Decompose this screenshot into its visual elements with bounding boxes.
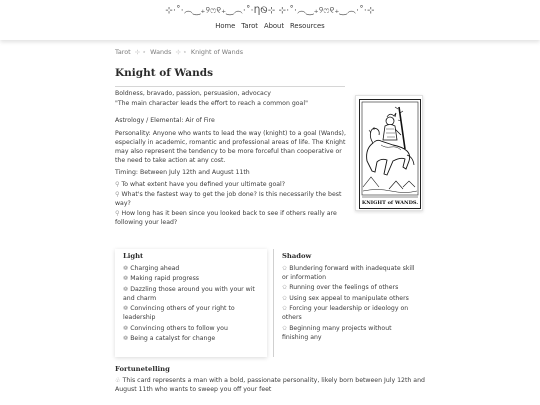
site-title: ⊹·˚‧︵‿₊୨ෆ୧₊‿︵‧˚·ȠᏫ⊹ ⊹·˚‧︵‿₊୨ෆ୧₊‿︵‧˚·⊹: [165, 6, 375, 16]
list-item: [123, 335, 259, 344]
page-title: Knight of Wands: [115, 66, 345, 86]
list-item-text: Charging ahead: [130, 264, 180, 272]
list-item-text: Beginning many projects without finishing any: [282, 324, 392, 341]
card-caption: KNIGHT of WANDS.: [361, 200, 419, 206]
knight-of-wands-illustration: [359, 99, 421, 209]
clover-icon: ♧: [115, 376, 121, 384]
fortunetelling-heading: Fortunetelling: [115, 365, 170, 373]
quote: "The main character leads the effort to reach a common goal": [115, 100, 308, 108]
star-icon: ✩: [282, 305, 288, 313]
pin-icon: ⚲: [115, 181, 120, 189]
nav-resources[interactable]: Resources: [290, 22, 325, 30]
main-nav: [0, 22, 540, 32]
star-icon: ✩: [282, 294, 288, 302]
timing: Timing: Between July 12th and August 11th: [115, 169, 250, 177]
list-item: [123, 325, 259, 334]
shadow-box: [273, 249, 425, 357]
nav-tarot[interactable]: Tarot: [241, 22, 258, 30]
star-icon: ✩: [282, 324, 288, 332]
light-shadow-section: [115, 249, 425, 359]
list-item-text: Using sex appeal to manipulate others: [289, 294, 409, 302]
description: [115, 90, 347, 229]
personality: Personality: Anyone who wants to lead the way (knight) to a goal (Wands), especially in academic, romantic and professional areas of life. The Knight may also represent the tendency to be more forceful than cooperative or the need to take action at any cost.: [115, 130, 346, 165]
nav-home[interactable]: Home: [215, 22, 236, 30]
list-item-text: Forcing your leadership or ideology on others: [282, 305, 409, 322]
breadcrumb-tarot[interactable]: Tarot: [115, 48, 131, 56]
question-text: To what extent have you defined your ultimate goal?: [121, 181, 286, 189]
breadcrumb-current: Knight of Wands: [190, 48, 244, 56]
list-item: [123, 265, 259, 274]
list-item-text: Blundering forward with inadequate skill or information: [282, 264, 415, 281]
light-box: [115, 249, 267, 357]
fortunetelling-text: This card represents a man with a bold, passionate personality, likely born between July 12th and August 11th who wants to sweep you off your feet: [115, 376, 425, 393]
flower-icon: ❁: [123, 285, 129, 293]
site-header: [0, 0, 540, 40]
list-item: [282, 295, 417, 304]
fortunetelling-section: [115, 365, 425, 397]
list-item-text: Making rapid progress: [130, 275, 200, 283]
breadcrumb-wands[interactable]: Wands: [150, 48, 172, 56]
pin-icon: ⚲: [115, 210, 120, 218]
list-item: [123, 275, 259, 284]
tarot-card-image: [355, 95, 423, 211]
flower-icon: ❁: [123, 264, 129, 272]
astrology: Astrology / Elemental: Air of Fire: [115, 117, 215, 125]
fortunetelling-item: [115, 377, 425, 395]
flower-icon: ❁: [123, 275, 129, 283]
light-heading: Light: [123, 252, 144, 260]
breadcrumb-separator: ⊹ ⋆: [134, 48, 147, 56]
question-text: What's the fastest way to get the job done? Is this necessarily the best way?: [115, 191, 342, 208]
list-item-text: Convincing others to follow you: [130, 324, 228, 332]
breadcrumb-separator: ⊹ ⋆: [175, 48, 187, 56]
question-item: [115, 191, 347, 209]
star-icon: ✩: [282, 264, 288, 272]
star-icon: ✩: [282, 284, 288, 292]
shadow-heading: Shadow: [282, 252, 312, 260]
list-item: [282, 305, 417, 323]
list-item: [123, 286, 259, 304]
question-item: [115, 210, 347, 228]
list-item-text: Running over the feelings of others: [289, 284, 399, 292]
list-item-text: Convincing others of your right to leadership: [123, 305, 235, 322]
list-item: [282, 265, 417, 283]
keywords: Boldness, bravado, passion, persuasion, advocacy: [115, 89, 271, 97]
question-item: [115, 181, 347, 190]
list-item: [282, 284, 417, 293]
pin-icon: ⚲: [115, 191, 120, 199]
flower-icon: ❁: [123, 335, 129, 343]
list-item: [282, 325, 417, 343]
nav-about[interactable]: About: [263, 22, 285, 30]
breadcrumb: [115, 48, 425, 57]
flower-icon: ❁: [123, 324, 129, 332]
flower-icon: ❁: [123, 305, 129, 313]
list-item: [123, 305, 259, 323]
question-text: How long has it been since you looked back to see if others really are following your lead?: [115, 210, 337, 227]
list-item-text: Being a catalyst for change: [130, 335, 216, 343]
list-item-text: Dazzling those around you with your wit and charm: [123, 285, 255, 302]
